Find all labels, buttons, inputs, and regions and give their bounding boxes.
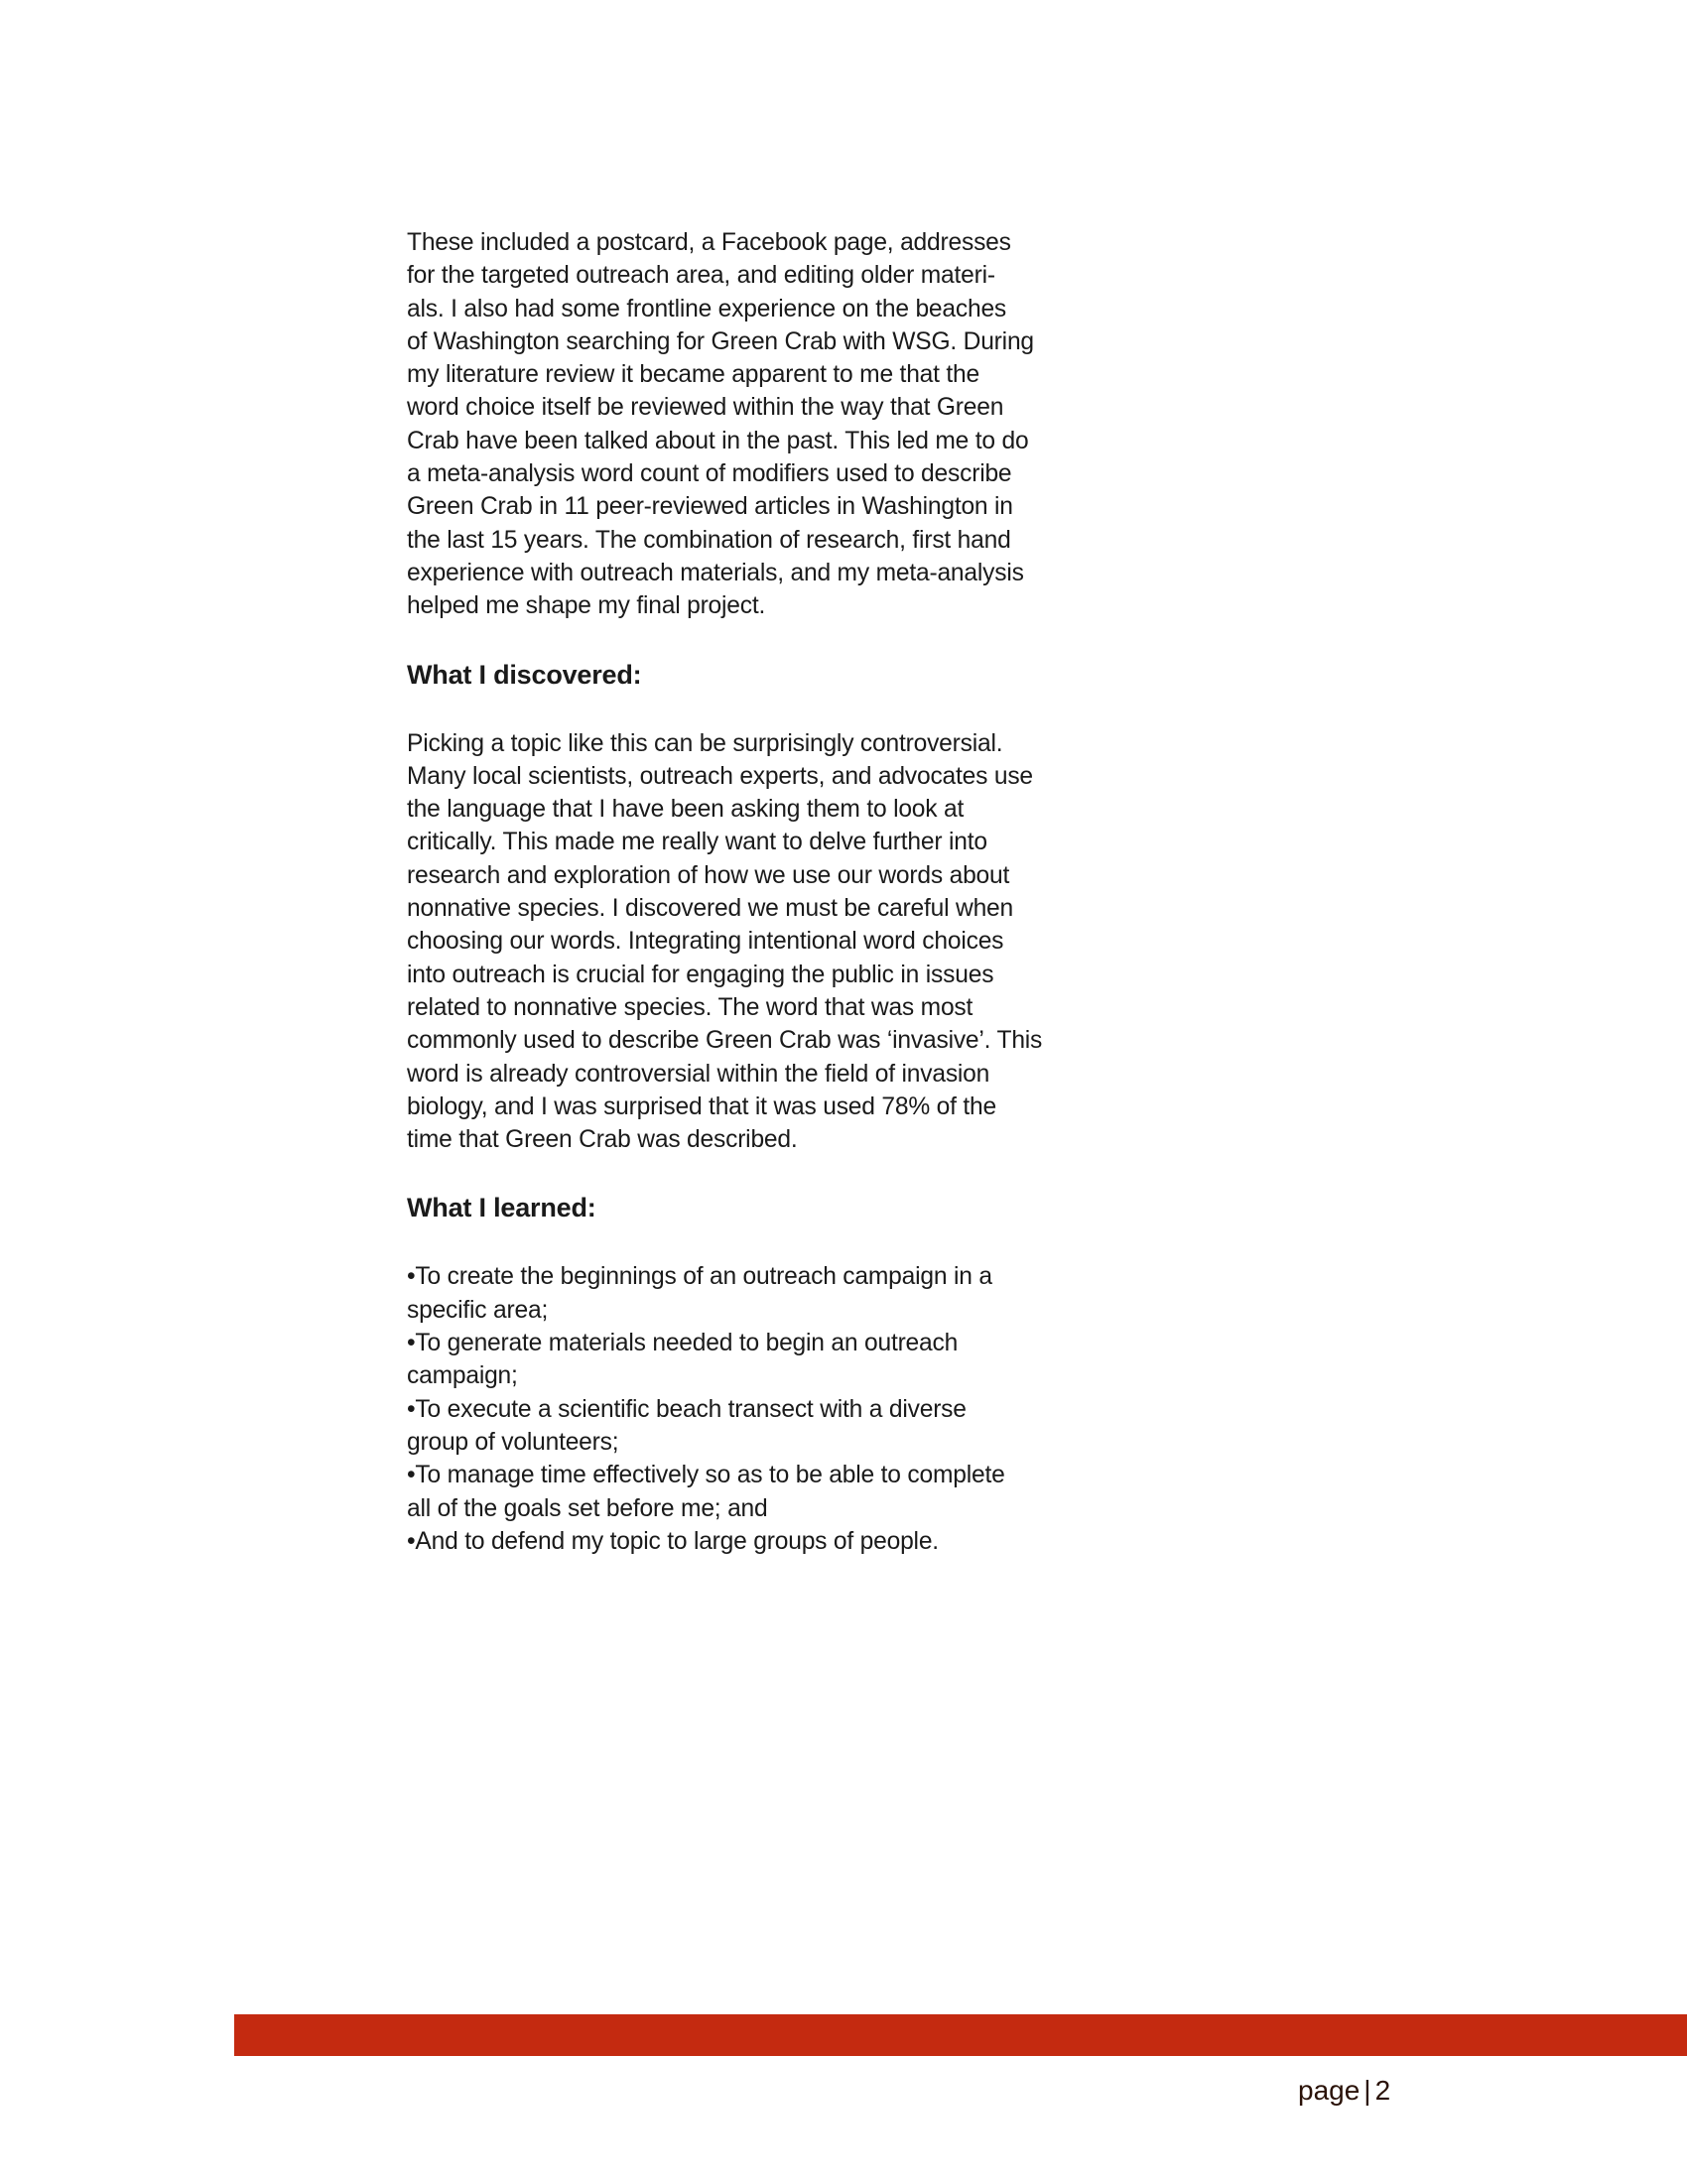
paragraph-line: into outreach is crucial for engaging the public in issues bbox=[407, 961, 994, 988]
paragraph-line: word is already controversial within the field of invasion bbox=[407, 1060, 990, 1088]
list-item: •To execute a scientific beach transect with a diverse bbox=[407, 1395, 967, 1423]
discovered-paragraph bbox=[407, 727, 1082, 1157]
paragraph-line: the language that I have been asking them to look at bbox=[407, 796, 965, 824]
page-number bbox=[1298, 2074, 1390, 2108]
paragraph-line: biology, and I was surprised that it was used 78% of the bbox=[407, 1092, 996, 1120]
list-item-continuation: group of volunteers; bbox=[407, 1428, 619, 1456]
paragraph-line: of Washington searching for Green Crab with WSG. During bbox=[407, 327, 1034, 355]
paragraph-line: a meta-analysis word count of modifiers used to describe bbox=[407, 460, 1012, 488]
list-item-continuation: campaign; bbox=[407, 1362, 518, 1390]
paragraph-line: Many local scientists, outreach experts, and advocates use bbox=[407, 762, 1033, 790]
page-number-value: 2 bbox=[1374, 2075, 1391, 2106]
page-content bbox=[407, 226, 1082, 1558]
paragraph-line: experience with outreach materials, and my meta-analysis bbox=[407, 559, 1024, 586]
paragraph-line: for the targeted outreach area, and editing older materi- bbox=[407, 262, 995, 290]
paragraph-line: time that Green Crab was described. bbox=[407, 1126, 798, 1154]
paragraph-line: critically. This made me really want to delve further into bbox=[407, 829, 987, 856]
list-item: •To generate materials needed to begin an outreach bbox=[407, 1330, 959, 1357]
paragraph-line: Crab have been talked about in the past. This led me to do bbox=[407, 427, 1029, 454]
intro-paragraph bbox=[407, 226, 1082, 623]
heading-what-i-discovered: What I discovered: bbox=[407, 659, 642, 690]
paragraph-line: als. I also had some frontline experience on the beaches bbox=[407, 295, 1007, 322]
paragraph-line: research and exploration of how we use our words about bbox=[407, 861, 1010, 889]
paragraph-line: Picking a topic like this can be surprisingly controversial. bbox=[407, 729, 1003, 757]
paragraph-line: choosing our words. Integrating intentional word choices bbox=[407, 928, 1004, 956]
learned-list bbox=[407, 1260, 1082, 1558]
list-item-continuation: all of the goals set before me; and bbox=[407, 1494, 768, 1522]
paragraph-line: Green Crab in 11 peer-reviewed articles in Washington in bbox=[407, 493, 1013, 521]
paragraph-line: related to nonnative species. The word that was most bbox=[407, 993, 973, 1021]
page-label: page bbox=[1298, 2075, 1361, 2106]
paragraph-line: These included a postcard, a Facebook page, addresses bbox=[407, 229, 1011, 256]
paragraph-line: commonly used to describe Green Crab was ‘invasive’. This bbox=[407, 1027, 1043, 1055]
page-separator: | bbox=[1363, 2075, 1371, 2106]
paragraph-line: word choice itself be reviewed within the way that Green bbox=[407, 394, 1004, 422]
list-item: •And to defend my topic to large groups of people. bbox=[407, 1527, 939, 1555]
list-item: •To create the beginnings of an outreach campaign in a bbox=[407, 1263, 992, 1291]
paragraph-line: the last 15 years. The combination of research, first hand bbox=[407, 526, 1011, 554]
list-item-continuation: specific area; bbox=[407, 1296, 549, 1324]
heading-what-i-learned: What I learned: bbox=[407, 1193, 596, 1223]
footer-accent-bar bbox=[234, 2014, 1687, 2056]
paragraph-line: my literature review it became apparent to me that the bbox=[407, 361, 980, 389]
paragraph-line: nonnative species. I discovered we must be careful when bbox=[407, 895, 1014, 923]
list-item: •To manage time effectively so as to be able to complete bbox=[407, 1462, 1005, 1489]
paragraph-line: helped me shape my final project. bbox=[407, 592, 766, 620]
